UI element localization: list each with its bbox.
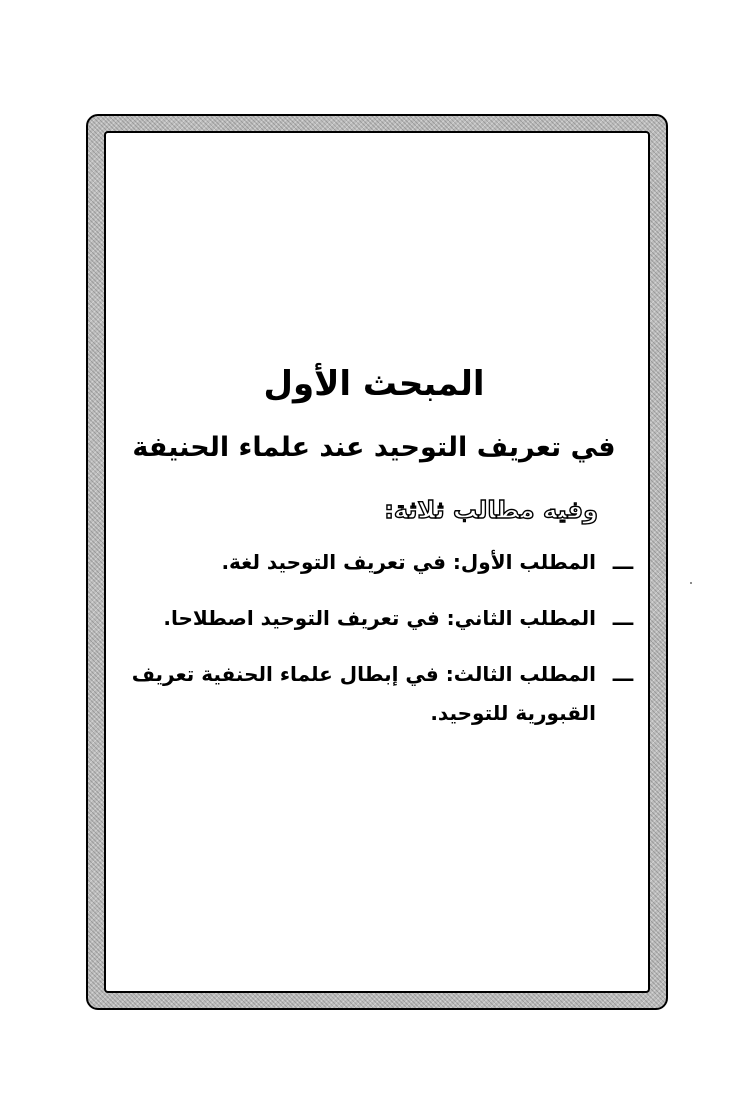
list-dash: ـــ (612, 550, 634, 574)
subsection-list (116, 543, 636, 750)
scan-speck (690, 582, 692, 584)
list-item (116, 599, 636, 638)
section-title: المبحث الأول (263, 364, 485, 404)
list-item (116, 655, 636, 733)
list-dash: ـــ (612, 606, 634, 630)
section-subtitle: في تعريف التوحيد عند علماء الحنيفة (132, 432, 616, 463)
list-item-text: المطلب الثالث: في إبطال علماء الحنفية تعريف القبورية للتوحيد. (131, 662, 596, 725)
list-item-text: المطلب الثاني: في تعريف التوحيد اصطلاحا. (163, 606, 596, 630)
list-item (116, 543, 636, 582)
list-item-text: المطلب الأول: في تعريف التوحيد لغة. (221, 550, 596, 574)
list-dash: ـــ (612, 662, 634, 686)
intro-line: وفيه مطالب ثلاثة: (384, 496, 598, 524)
